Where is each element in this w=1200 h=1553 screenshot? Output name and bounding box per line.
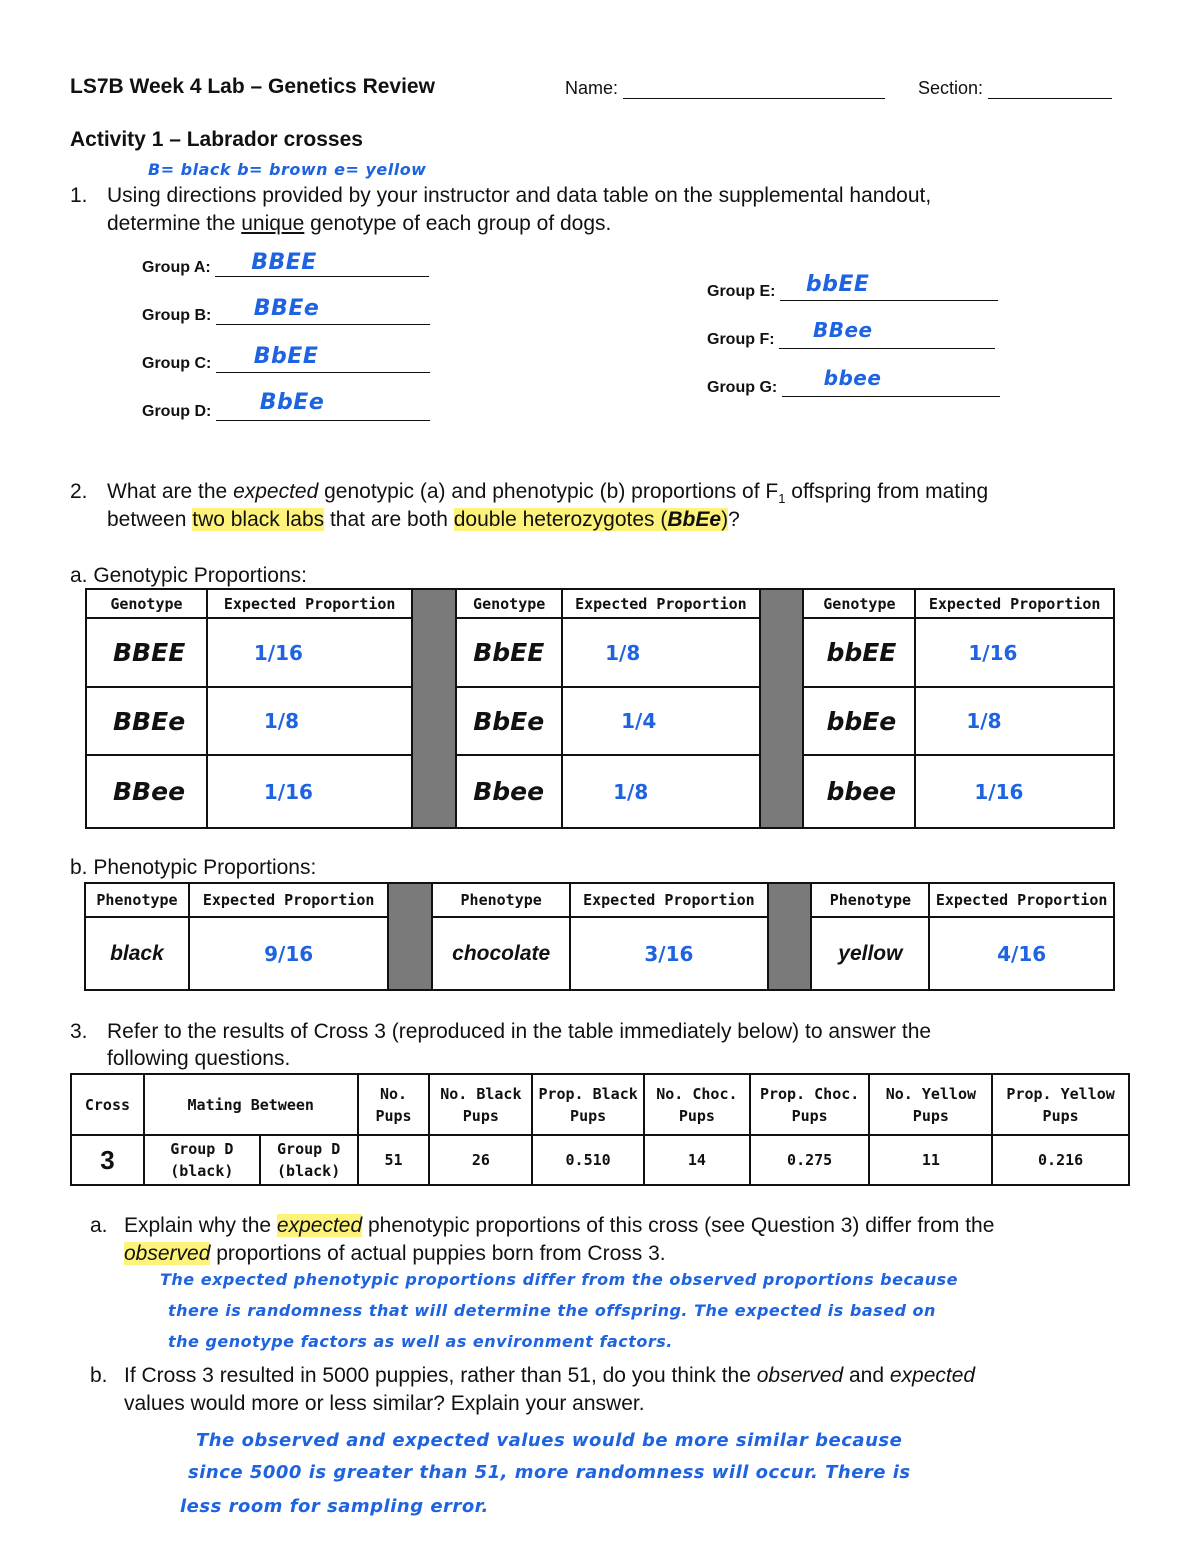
prop-col-header: Expected Proportion: [562, 589, 760, 618]
cross3-table: [70, 1073, 1130, 1186]
genotypic-label: a. Genotypic Proportions:: [70, 564, 307, 587]
q3a-line2: observed proportions of actual puppies born from Cross 3.: [124, 1242, 666, 1265]
q3b-line2: values would more or less similar? Explain your answer.: [124, 1392, 645, 1415]
col-header-no-black: No. Black Pups: [429, 1074, 532, 1135]
col-header-prop-choc: Prop. Choc. Pups: [750, 1074, 870, 1135]
group-a-row: [142, 250, 429, 277]
group-c-answer: BbEE: [253, 344, 319, 369]
genotype-cell: BBEE: [86, 618, 207, 687]
value-cell: 26: [429, 1135, 532, 1185]
cross-number: 3: [71, 1135, 144, 1185]
table-row: [85, 917, 1114, 990]
q3b-answer-line2: since 5000 is greater than 51, more randomness will occur. There is: [188, 1462, 911, 1483]
proportion-answer: 9/16: [189, 917, 389, 990]
pheno-col-header: Phenotype: [85, 883, 189, 917]
q3b-line1: If Cross 3 resulted in 5000 puppies, rather than 51, do you think the observed and expected: [124, 1364, 976, 1387]
q2-line1: What are the expected genotypic (a) and phenotypic (b) proportions of $F_1$ offspring from mating: [107, 480, 989, 507]
phenotype-cell: chocolate: [432, 917, 570, 990]
group-d-answer: BbEe: [259, 390, 325, 415]
value-cell: 51: [358, 1135, 430, 1185]
col-header-no-yellow: No. Yellow Pups: [869, 1074, 992, 1135]
q3b-label: b.: [90, 1364, 108, 1387]
q3b-answer-line3: less room for sampling error.: [180, 1496, 489, 1517]
group-a-blank[interactable]: [215, 250, 429, 277]
value-cell: 11: [869, 1135, 992, 1185]
section-label: Section:: [918, 78, 984, 98]
col-header-prop-black: Prop. Black Pups: [532, 1074, 644, 1135]
q3-number: 3.: [70, 1020, 88, 1043]
col-header-mating: Mating Between: [144, 1074, 358, 1135]
q3-line1: Refer to the results of Cross 3 (reproduced in the table immediately below) to answer the: [107, 1020, 932, 1043]
col-header-prop-yellow: Prop. Yellow Pups: [992, 1074, 1129, 1135]
genotype-cell: BBEe: [86, 687, 207, 755]
col-header-cross: Cross: [71, 1074, 144, 1135]
geno-col-header: Genotype: [86, 589, 207, 618]
genotype-cell: bbEE: [803, 618, 915, 687]
group-a-label: Group A:: [142, 259, 211, 276]
prop-col-header: Expected Proportion: [570, 883, 768, 917]
prop-col-header: Expected Proportion: [189, 883, 389, 917]
proportion-answer: 1/8: [915, 687, 1114, 755]
q1-line1: Using directions provided by your instructor and data table on the supplemental handout,: [107, 184, 932, 207]
proportion-answer: 1/8: [207, 687, 413, 755]
q1-line2: determine the unique genotype of each group of dogs.: [107, 212, 612, 235]
genotypic-table: [85, 588, 1115, 829]
table-row: [86, 687, 1114, 755]
pheno-col-header: Phenotype: [811, 883, 929, 917]
group-c-row: [142, 344, 430, 373]
value-cell: 14: [644, 1135, 750, 1185]
parent2-cell: Group D (black): [260, 1135, 358, 1185]
divider-cell: [412, 589, 456, 828]
genotype-cell: Bbee: [456, 755, 562, 828]
phenotype-cell: black: [85, 917, 189, 990]
group-b-blank[interactable]: [216, 296, 430, 325]
group-b-answer: BBEe: [253, 296, 320, 321]
worksheet-title: LS7B Week 4 Lab – Genetics Review: [70, 75, 435, 98]
q3b-answer-line1: The observed and expected values would be more similar because: [196, 1430, 903, 1451]
group-a-answer: BBEE: [251, 250, 317, 275]
name-blank[interactable]: [623, 80, 885, 99]
group-d-row: [142, 390, 430, 421]
table-row: [86, 755, 1114, 828]
name-label: Name:: [565, 78, 619, 98]
proportion-answer: 1/16: [207, 618, 413, 687]
group-d-blank[interactable]: [216, 390, 430, 421]
divider-cell: [760, 589, 804, 828]
group-e-blank[interactable]: [780, 272, 998, 301]
handwritten-allele-key: B= black b= brown e= yellow: [148, 160, 427, 179]
proportion-answer: 3/16: [570, 917, 768, 990]
proportion-answer: 1/16: [915, 618, 1114, 687]
q2-line2: between two black labs that are both double heterozygotes (BbEe)?: [107, 508, 740, 531]
geno-col-header: Genotype: [803, 589, 915, 618]
group-g-answer: bbee: [823, 366, 882, 390]
geno-col-header: Genotype: [456, 589, 562, 618]
group-g-blank[interactable]: [782, 366, 1000, 397]
prop-col-header: Expected Proportion: [915, 589, 1114, 618]
col-header-no-pups: No. Pups: [358, 1074, 430, 1135]
genotype-cell: BbEe: [456, 687, 562, 755]
q3a-answer-line2: there is randomness that will determine the offspring. The expected is based on: [168, 1301, 936, 1320]
q3a-answer-line1: The expected phenotypic proportions differ from the observed proportions because: [160, 1270, 959, 1289]
genotype-cell: bbee: [803, 755, 915, 828]
section-blank[interactable]: [988, 80, 1112, 99]
group-e-label: Group E:: [707, 283, 776, 300]
group-c-blank[interactable]: [216, 344, 430, 373]
q1-number: 1.: [70, 184, 88, 207]
table-row: [86, 618, 1114, 687]
proportion-answer: 1/4: [562, 687, 760, 755]
proportion-answer: 4/16: [929, 917, 1114, 990]
proportion-answer: 1/8: [562, 755, 760, 828]
group-g-label: Group G:: [707, 379, 778, 396]
q3a-answer-line3: the genotype factors as well as environment factors.: [168, 1332, 673, 1351]
col-header-no-choc: No. Choc. Pups: [644, 1074, 750, 1135]
activity-title: Activity 1 – Labrador crosses: [70, 128, 363, 151]
group-f-blank[interactable]: [779, 318, 995, 349]
divider-cell: [388, 883, 432, 990]
phenotypic-label: b. Phenotypic Proportions:: [70, 856, 317, 879]
value-cell: 0.275: [750, 1135, 870, 1185]
group-f-answer: BBee: [813, 318, 873, 342]
pheno-col-header: Phenotype: [432, 883, 570, 917]
section-field[interactable]: [918, 78, 1112, 99]
name-field[interactable]: [565, 78, 885, 99]
divider-cell: [768, 883, 812, 990]
phenotype-cell: yellow: [811, 917, 929, 990]
group-c-label: Group C:: [142, 355, 212, 372]
proportion-answer: 1/16: [207, 755, 413, 828]
phenotypic-table: [84, 882, 1115, 991]
proportion-answer: 1/16: [915, 755, 1114, 828]
prop-col-header: Expected Proportion: [207, 589, 413, 618]
group-g-row: [707, 366, 1000, 397]
proportion-answer: 1/8: [562, 618, 760, 687]
q3a-label: a.: [90, 1214, 108, 1237]
q3-line2: following questions.: [107, 1047, 291, 1070]
genotype-cell: BbEE: [456, 618, 562, 687]
genotype-cell: bbEe: [803, 687, 915, 755]
value-cell: 0.216: [992, 1135, 1129, 1185]
group-f-row: [707, 318, 995, 349]
group-e-row: [707, 272, 998, 301]
group-d-label: Group D:: [142, 403, 212, 420]
group-e-answer: bbEE: [805, 272, 870, 297]
prop-col-header: Expected Proportion: [929, 883, 1114, 917]
genotype-cell: BBee: [86, 755, 207, 828]
parent1-cell: Group D (black): [144, 1135, 260, 1185]
group-b-row: [142, 296, 430, 325]
table-row: [71, 1135, 1129, 1185]
q3a-line1: Explain why the expected phenotypic proportions of this cross (see Question 3) differ from the: [124, 1214, 995, 1237]
value-cell: 0.510: [532, 1135, 644, 1185]
q2-number: 2.: [70, 480, 88, 503]
group-f-label: Group F:: [707, 331, 775, 348]
group-b-label: Group B:: [142, 307, 212, 324]
